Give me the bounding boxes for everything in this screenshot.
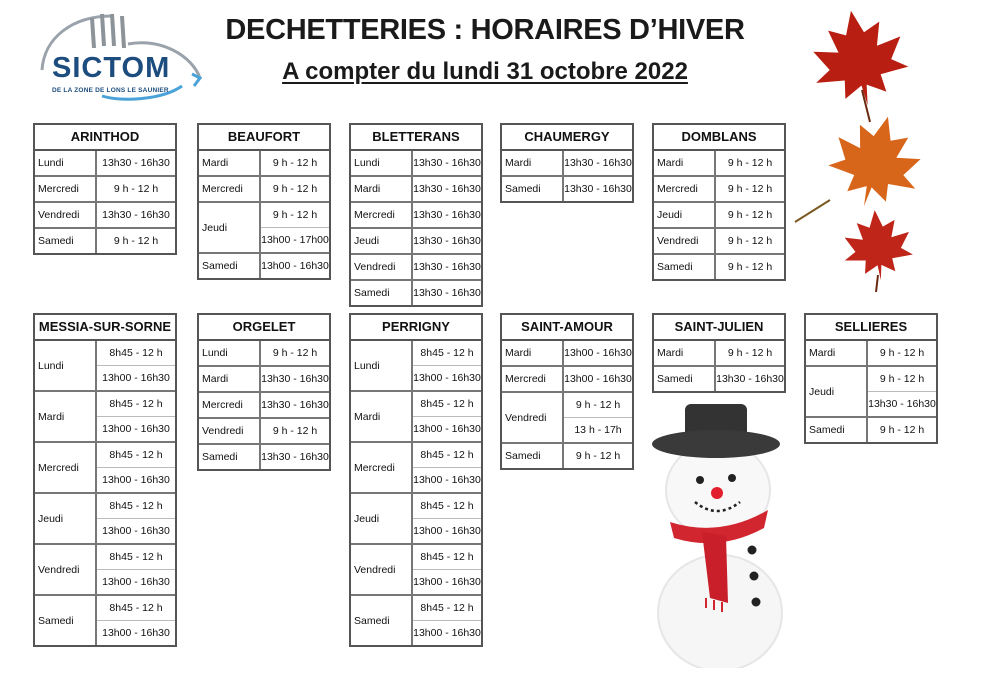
- time-slot: 13h30 - 16h30: [413, 157, 481, 169]
- day-label: Samedi: [199, 445, 261, 469]
- hours-cell: [413, 596, 481, 645]
- schedule-row: [35, 203, 175, 229]
- time-slot: 13h30 - 16h30: [868, 398, 936, 410]
- station-saint-julien: [652, 313, 786, 393]
- schedule-row: [351, 545, 481, 596]
- time-slot: 8h45 - 12 h: [413, 596, 481, 621]
- day-label: Samedi: [35, 596, 97, 645]
- day-label: Jeudi: [351, 494, 413, 543]
- hours-cell: [413, 443, 481, 492]
- time-slot: 9 h - 12 h: [727, 183, 773, 195]
- time-slot: 9 h - 12 h: [575, 450, 621, 462]
- hours-cell: [97, 494, 175, 543]
- hours-cell: [564, 367, 632, 391]
- time-slot: 8h45 - 12 h: [413, 341, 481, 366]
- day-label: Lundi: [35, 151, 97, 175]
- schedule-row: [502, 177, 632, 201]
- hours-cell: [261, 177, 329, 201]
- time-slot: 8h45 - 12 h: [97, 341, 175, 366]
- day-label: Jeudi: [654, 203, 716, 227]
- hours-cell: [716, 367, 784, 391]
- hours-cell: [564, 444, 632, 468]
- time-slot: 13h00 - 16h30: [564, 347, 632, 359]
- day-label: Mercredi: [351, 443, 413, 492]
- hours-cell: [413, 392, 481, 441]
- station-orgelet: [197, 313, 331, 471]
- time-slot: 9 h - 12 h: [113, 183, 159, 195]
- hours-cell: [564, 393, 632, 442]
- schedule-row: [502, 393, 632, 444]
- schedule-row: [199, 393, 329, 419]
- station-chaumergy: [500, 123, 634, 203]
- sictom-logo: [32, 8, 207, 104]
- time-slot: 13h30 - 16h30: [261, 399, 329, 411]
- time-slot: 13h00 - 16h30: [413, 423, 481, 435]
- hours-cell: [716, 203, 784, 227]
- day-label: Vendredi: [35, 545, 97, 594]
- schedule-row: [199, 445, 329, 469]
- schedule-row: [351, 443, 481, 494]
- hours-cell: [97, 596, 175, 645]
- station-perrigny: [349, 313, 483, 647]
- day-label: Mercredi: [502, 367, 564, 391]
- hours-cell: [261, 419, 329, 443]
- time-slot: 13h00 - 16h30: [564, 373, 632, 385]
- logo-name: SICTOM: [52, 52, 171, 84]
- time-slot: 13h00 - 16h30: [413, 576, 481, 588]
- schedule-row: [654, 203, 784, 229]
- day-label: Mardi: [199, 367, 261, 391]
- schedule-row: [199, 367, 329, 393]
- time-slot: 13h00 - 16h30: [102, 372, 170, 384]
- day-label: Mercredi: [35, 177, 97, 201]
- schedule-row: [502, 341, 632, 367]
- time-slot: 13h00 - 16h30: [102, 423, 170, 435]
- day-label: Jeudi: [199, 203, 261, 252]
- day-label: Vendredi: [351, 255, 413, 279]
- schedule-row: [35, 151, 175, 177]
- hours-cell: [868, 341, 936, 365]
- schedule-row: [199, 254, 329, 278]
- schedule-row: [351, 392, 481, 443]
- time-slot: 13h00 - 16h30: [413, 372, 481, 384]
- logo-tagline: DE LA ZONE DE LONS LE SAUNIER: [52, 87, 169, 94]
- station-name: MESSIA-SUR-SORNE: [35, 315, 175, 341]
- time-slot: 13 h - 17h: [574, 424, 622, 436]
- day-label: Mercredi: [654, 177, 716, 201]
- hours-cell: [261, 203, 329, 252]
- day-label: Mercredi: [199, 177, 261, 201]
- time-slot: 8h45 - 12 h: [413, 392, 481, 417]
- day-label: Lundi: [199, 341, 261, 365]
- day-label: Samedi: [351, 281, 413, 305]
- hours-cell: [97, 229, 175, 253]
- hours-cell: [97, 392, 175, 441]
- time-slot: 9 h - 12 h: [727, 235, 773, 247]
- subtitle-text: A compter du lundi 31 octobre 2022: [282, 58, 688, 85]
- schedule-row: [35, 341, 175, 392]
- time-slot: 9 h - 12 h: [727, 157, 773, 169]
- time-slot: 9 h - 12 h: [272, 425, 318, 437]
- time-slot: 13h00 - 16h30: [413, 525, 481, 537]
- hours-cell: [413, 203, 481, 227]
- schedule-row: [351, 229, 481, 255]
- time-slot: 13h30 - 16h30: [413, 183, 481, 195]
- hours-cell: [261, 445, 329, 469]
- hours-cell: [413, 255, 481, 279]
- hours-cell: [97, 151, 175, 175]
- page-title: DECHETTERIES : HORAIRES D’HIVER: [225, 14, 745, 46]
- schedule-row: [654, 151, 784, 177]
- time-slot: 8h45 - 12 h: [97, 545, 175, 570]
- time-slot: 8h45 - 12 h: [413, 443, 481, 468]
- day-label: Lundi: [35, 341, 97, 390]
- time-slot: 13h30 - 16h30: [564, 183, 632, 195]
- day-label: Mercredi: [35, 443, 97, 492]
- hours-cell: [97, 341, 175, 390]
- schedule-row: [351, 177, 481, 203]
- time-slot: 13h00 - 16h30: [102, 474, 170, 486]
- time-slot: 13h30 - 16h30: [413, 235, 481, 247]
- time-slot: 13h00 - 16h30: [102, 576, 170, 588]
- time-slot: 9 h - 12 h: [113, 235, 159, 247]
- time-slot: 13h00 - 16h30: [261, 260, 329, 272]
- time-slot: 8h45 - 12 h: [97, 596, 175, 621]
- hours-cell: [97, 443, 175, 492]
- schedule-row: [199, 203, 329, 254]
- time-slot: 9 h - 12 h: [879, 424, 925, 436]
- schedule-row: [35, 494, 175, 545]
- station-name: CHAUMERGY: [502, 125, 632, 151]
- hours-cell: [413, 545, 481, 594]
- schedule-row: [502, 367, 632, 393]
- day-label: Mardi: [502, 151, 564, 175]
- time-slot: 13h30 - 16h30: [102, 157, 170, 169]
- time-slot: 13h00 - 17h00: [261, 234, 329, 246]
- time-slot: 9 h - 12 h: [272, 347, 318, 359]
- day-label: Lundi: [351, 341, 413, 390]
- schedule-row: [654, 177, 784, 203]
- day-label: Vendredi: [351, 545, 413, 594]
- day-label: Mardi: [35, 392, 97, 441]
- time-slot: 13h00 - 16h30: [413, 474, 481, 486]
- hours-cell: [413, 177, 481, 201]
- day-label: Jeudi: [351, 229, 413, 253]
- hours-cell: [413, 151, 481, 175]
- station-domblans: [652, 123, 786, 281]
- station-beaufort: [197, 123, 331, 280]
- station-name: SAINT-AMOUR: [502, 315, 632, 341]
- page-subtitle: [195, 58, 775, 86]
- day-label: Samedi: [654, 255, 716, 279]
- time-slot: 8h45 - 12 h: [97, 392, 175, 417]
- hours-cell: [564, 177, 632, 201]
- day-label: Mardi: [806, 341, 868, 365]
- day-label: Samedi: [806, 418, 868, 442]
- day-label: Vendredi: [654, 229, 716, 253]
- schedule-row: [654, 367, 784, 391]
- station-name: PERRIGNY: [351, 315, 481, 341]
- hours-cell: [413, 494, 481, 543]
- day-label: Mardi: [351, 392, 413, 441]
- hours-cell: [97, 545, 175, 594]
- schedule-row: [654, 255, 784, 279]
- hours-cell: [716, 341, 784, 365]
- station-name: DOMBLANS: [654, 125, 784, 151]
- day-label: Mardi: [654, 341, 716, 365]
- station-name: ORGELET: [199, 315, 329, 341]
- station-bletterans: [349, 123, 483, 307]
- day-label: Samedi: [502, 177, 564, 201]
- schedule-row: [199, 341, 329, 367]
- time-slot: 8h45 - 12 h: [97, 443, 175, 468]
- schedule-row: [351, 255, 481, 281]
- schedule-row: [351, 596, 481, 645]
- schedule-row: [35, 392, 175, 443]
- hours-cell: [716, 177, 784, 201]
- time-slot: 9 h - 12 h: [727, 347, 773, 359]
- hours-cell: [564, 151, 632, 175]
- time-slot: 8h45 - 12 h: [413, 494, 481, 519]
- day-label: Mercredi: [351, 203, 413, 227]
- day-label: Jeudi: [806, 367, 868, 416]
- day-label: Samedi: [654, 367, 716, 391]
- hours-cell: [261, 254, 329, 278]
- station-name: BEAUFORT: [199, 125, 329, 151]
- time-slot: 13h00 - 16h30: [102, 627, 170, 639]
- time-slot: 13h00 - 16h30: [413, 627, 481, 639]
- time-slot: 8h45 - 12 h: [97, 494, 175, 519]
- schedule-row: [35, 177, 175, 203]
- hours-cell: [261, 367, 329, 391]
- snowman-icon: [640, 398, 800, 668]
- time-slot: 13h30 - 16h30: [261, 451, 329, 463]
- schedule-row: [35, 596, 175, 645]
- day-label: Samedi: [35, 229, 97, 253]
- time-slot: 13h00 - 16h30: [102, 525, 170, 537]
- day-label: Samedi: [351, 596, 413, 645]
- day-label: Vendredi: [35, 203, 97, 227]
- hours-cell: [868, 367, 936, 416]
- schedule-row: [502, 444, 632, 468]
- day-label: Jeudi: [35, 494, 97, 543]
- day-label: Mercredi: [199, 393, 261, 417]
- hours-cell: [868, 418, 936, 442]
- schedule-row: [351, 151, 481, 177]
- time-slot: 9 h - 12 h: [272, 183, 318, 195]
- time-slot: 9 h - 12 h: [564, 393, 632, 418]
- station-name: BLETTERANS: [351, 125, 481, 151]
- schedule-row: [806, 367, 936, 418]
- day-label: Lundi: [351, 151, 413, 175]
- schedule-row: [199, 419, 329, 445]
- day-label: Samedi: [502, 444, 564, 468]
- hours-cell: [97, 203, 175, 227]
- station-name: SAINT-JULIEN: [654, 315, 784, 341]
- time-slot: 8h45 - 12 h: [413, 545, 481, 570]
- station-name: SELLIERES: [806, 315, 936, 341]
- schedule-row: [35, 545, 175, 596]
- time-slot: 13h30 - 16h30: [413, 261, 481, 273]
- schedule-row: [35, 229, 175, 253]
- day-label: Vendredi: [199, 419, 261, 443]
- hours-cell: [413, 341, 481, 390]
- time-slot: 13h30 - 16h30: [413, 209, 481, 221]
- time-slot: 13h30 - 16h30: [102, 209, 170, 221]
- time-slot: 9 h - 12 h: [272, 157, 318, 169]
- schedule-row: [654, 229, 784, 255]
- time-slot: 9 h - 12 h: [868, 367, 936, 392]
- day-label: Mardi: [199, 151, 261, 175]
- hours-cell: [716, 255, 784, 279]
- hours-cell: [261, 341, 329, 365]
- time-slot: 13h30 - 16h30: [413, 287, 481, 299]
- hours-cell: [97, 177, 175, 201]
- hours-cell: [716, 151, 784, 175]
- schedule-row: [806, 418, 936, 442]
- schedule-row: [351, 203, 481, 229]
- time-slot: 9 h - 12 h: [727, 209, 773, 221]
- hours-cell: [413, 281, 481, 305]
- schedule-row: [351, 341, 481, 392]
- station-messia-sur-sorne: [33, 313, 177, 647]
- maple-leaves-icon: [790, 10, 930, 300]
- time-slot: 9 h - 12 h: [727, 261, 773, 273]
- day-label: Mardi: [502, 341, 564, 365]
- hours-cell: [413, 229, 481, 253]
- time-slot: 9 h - 12 h: [261, 203, 329, 228]
- schedule-row: [35, 443, 175, 494]
- hours-cell: [564, 341, 632, 365]
- day-label: Vendredi: [502, 393, 564, 442]
- time-slot: 13h30 - 16h30: [564, 157, 632, 169]
- time-slot: 13h30 - 16h30: [261, 373, 329, 385]
- schedule-row: [351, 494, 481, 545]
- schedule-row: [502, 151, 632, 177]
- schedule-row: [351, 281, 481, 305]
- hours-cell: [261, 151, 329, 175]
- schedule-row: [199, 177, 329, 203]
- schedule-row: [806, 341, 936, 367]
- day-label: Mardi: [654, 151, 716, 175]
- schedule-row: [654, 341, 784, 367]
- station-sellieres: [804, 313, 938, 444]
- time-slot: 9 h - 12 h: [879, 347, 925, 359]
- day-label: Mardi: [351, 177, 413, 201]
- schedule-row: [199, 151, 329, 177]
- day-label: Samedi: [199, 254, 261, 278]
- station-saint-amour: [500, 313, 634, 470]
- hours-cell: [261, 393, 329, 417]
- station-name: ARINTHOD: [35, 125, 175, 151]
- time-slot: 13h30 - 16h30: [716, 373, 784, 385]
- hours-cell: [716, 229, 784, 253]
- station-arinthod: [33, 123, 177, 255]
